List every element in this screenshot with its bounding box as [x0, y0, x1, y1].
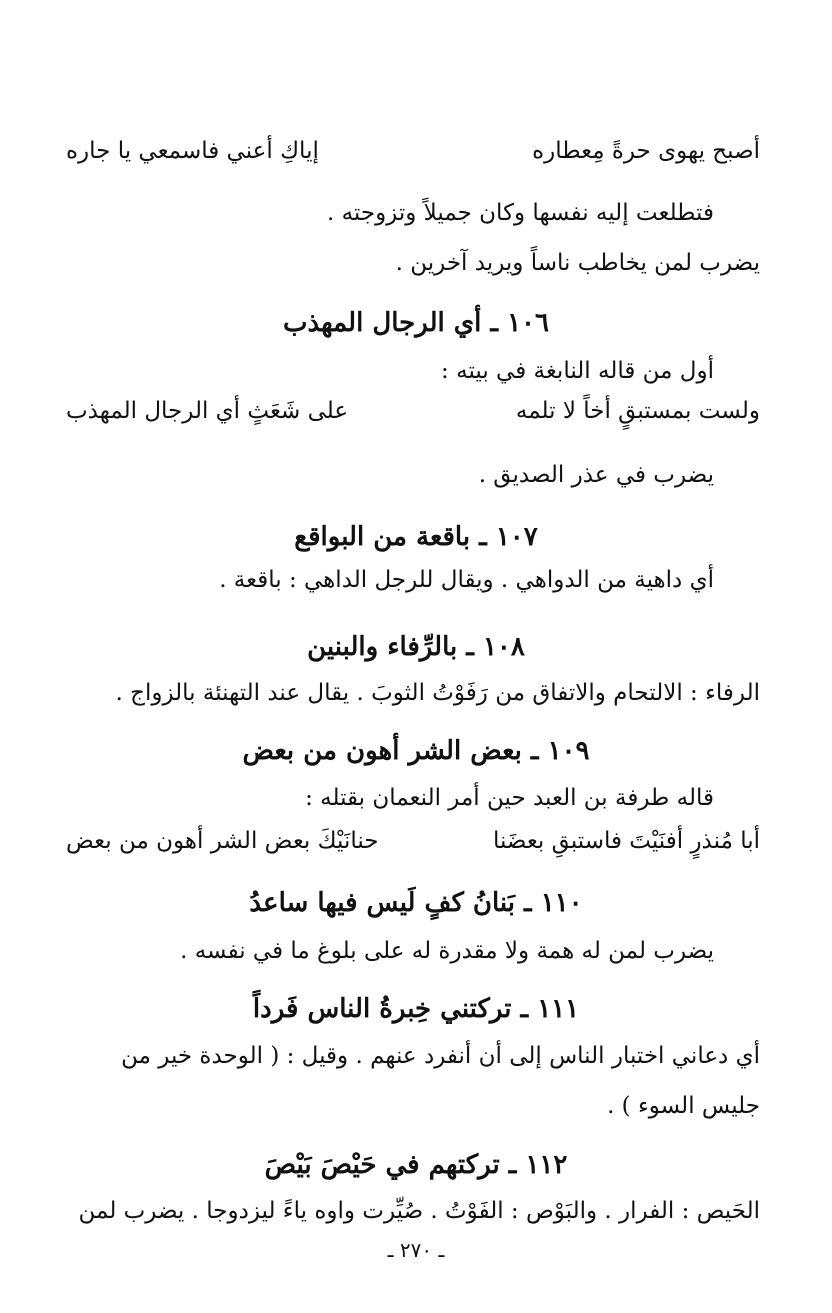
heading-110: ١١٠ ـ بَنانُ كفٍ لَيس فيها ساعدُ — [249, 888, 583, 918]
heading-112: ١١٢ ـ تركتهم في حَيْصَ بَيْصَ — [264, 1150, 568, 1180]
verse-3-first-hemistich: أبا مُنذرٍ أفنَيْتَ فاستبقِ بعضَنا — [492, 828, 760, 854]
paragraph-2: يضرب لمن يخاطب ناساً ويريد آخرين . — [395, 250, 760, 276]
verse-2-first-hemistich: ولست بمستبقٍ أخاً لا تلمه — [515, 398, 760, 424]
verse-2-second-hemistich: على شَعَثٍ أي الرجال المهذب — [66, 398, 349, 424]
paragraph-3: أول من قاله النابغة في بيته : — [441, 358, 714, 384]
verse-2 — [66, 398, 760, 424]
paragraph-1: فتطلعت إليه نفسها وكان جميلاً وتزوجته . — [326, 200, 714, 226]
paragraph-7: قاله طرفة بن العبد حين أمر النعمان بقتله : — [305, 785, 714, 811]
verse-3 — [66, 828, 760, 854]
paragraph-10: جليس السوء ) . — [607, 1093, 760, 1119]
heading-109: ١٠٩ ـ بعض الشر أهون من بعض — [242, 736, 590, 766]
verse-1-second-hemistich: إياكِ أعني فاسمعي يا جاره — [66, 138, 319, 164]
paragraph-9: أي دعاني اختبار الناس إلى أن أنفرد عنهم . وقيل : ( الوحدة خير من — [121, 1043, 760, 1069]
paragraph-6: الرفاء : الالتحام والاتفاق من رَفَوْتُ الثوبَ . يقال عند التهنئة بالزواج . — [115, 680, 760, 706]
heading-111: ١١١ ـ تركتني خِبرةُ الناس فَرداً — [252, 994, 580, 1024]
heading-106: ١٠٦ ـ أي الرجال المهذب — [283, 308, 549, 338]
page-number: ـ ٢٧٠ ـ — [387, 1238, 445, 1262]
paragraph-4: يضرب في عذر الصديق . — [478, 462, 714, 488]
heading-108: ١٠٨ ـ بالرِّفاء والبنين — [307, 632, 525, 662]
heading-107: ١٠٧ ـ باقعة من البواقع — [294, 522, 538, 552]
paragraph-8: يضرب لمن له همة ولا مقدرة له على بلوغ ما في نفسه . — [180, 938, 714, 964]
verse-1 — [66, 138, 760, 164]
verse-3-second-hemistich: حنانَيْكَ بعض الشر أهون من بعض — [66, 828, 379, 854]
paragraph-11: الحَيص : الفرار . والبَوْص : الفَوْتُ . صُيِّرت واوه ياءً ليزدوجا . يضرب لمن — [78, 1198, 760, 1224]
paragraph-5: أي داهية من الدواهي . ويقال للرجل الداهي : باقعة . — [219, 567, 714, 593]
verse-1-first-hemistich: أصبح يهوى حرةً مِعطاره — [532, 138, 760, 164]
